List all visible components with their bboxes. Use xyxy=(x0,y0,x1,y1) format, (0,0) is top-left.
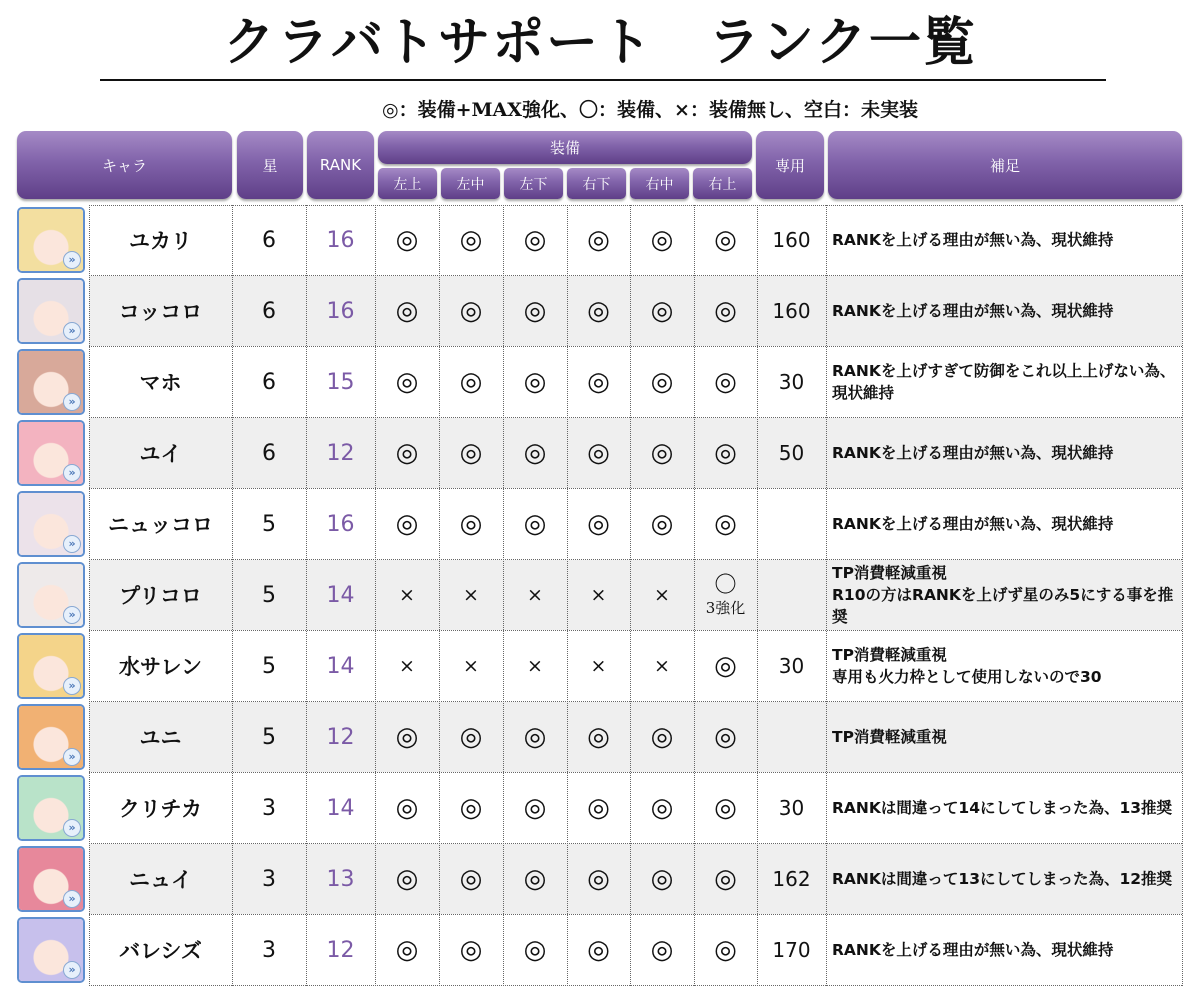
equip-slot-mark: ◎ xyxy=(395,864,419,894)
star-value: 5 xyxy=(262,724,276,750)
equip-slot-mark: ◎ xyxy=(395,793,419,823)
character-name: ユニ xyxy=(139,725,182,750)
table-row xyxy=(89,418,1182,488)
table-row xyxy=(89,205,1182,275)
note-text: RANKを上げる理由が無い為、現状維持 xyxy=(832,941,1114,959)
star-value: 5 xyxy=(262,511,276,537)
equip-slot-mark: × xyxy=(527,655,543,677)
note-text: RANKを上げる理由が無い為、現状維持 xyxy=(832,231,1114,249)
rank-value: 13 xyxy=(326,866,355,892)
note-text: TP消費軽減重視 専用も火力枠として使用しないので30 xyxy=(832,646,1102,686)
chevron-right-icon: » xyxy=(63,606,81,624)
equip-slot-mark: ◎ xyxy=(650,438,674,468)
character-avatar xyxy=(17,633,85,699)
character-name: バレシズ xyxy=(119,938,202,963)
equip-slot-mark: ◎ xyxy=(587,225,610,255)
exclusive-value xyxy=(757,489,826,559)
column-divider xyxy=(630,205,631,986)
equip-slot-mark: ◎ xyxy=(587,296,610,326)
character-avatar xyxy=(17,917,85,983)
character-avatar xyxy=(17,775,85,841)
equip-slot-mark: ◎ xyxy=(714,509,737,539)
chevron-right-icon: » xyxy=(63,251,81,269)
character-name: ニュイ xyxy=(129,867,192,892)
table-row xyxy=(89,631,1182,701)
equip-slot-mark: ◎ xyxy=(650,296,674,326)
note-text: RANKは間違って13にしてしまった為、12推奨 xyxy=(832,870,1173,888)
header-equip: 装備 xyxy=(378,131,752,164)
exclusive-value: 160 xyxy=(772,299,811,323)
equip-slot-mark: × xyxy=(463,584,479,606)
equip-slot-mark: ◎ xyxy=(395,225,419,255)
table-row xyxy=(89,702,1182,772)
note-text: TP消費軽減重視 xyxy=(832,728,947,746)
equip-slot-mark: × xyxy=(527,584,543,606)
chevron-right-icon: » xyxy=(63,535,81,553)
header-slot-3: 左下 xyxy=(504,168,563,199)
equip-slot-mark: ◎ xyxy=(395,296,419,326)
equip-slot-mark: ◎ xyxy=(650,864,674,894)
rank-value: 12 xyxy=(326,440,355,466)
equip-slot-mark: ◎ xyxy=(459,722,483,752)
equip-slot-mark: × xyxy=(463,655,479,677)
equip-slot-mark: × xyxy=(399,655,415,677)
chevron-right-icon: » xyxy=(63,322,81,340)
header-slot-5: 右中 xyxy=(630,168,689,199)
equip-slot-mark: ◎ xyxy=(523,793,547,823)
equip-slot-mark: ◎ xyxy=(459,793,483,823)
character-avatar xyxy=(17,349,85,415)
equip-slot-mark: ◎ xyxy=(459,367,483,397)
table-row xyxy=(89,489,1182,559)
row-divider xyxy=(89,985,1182,986)
rank-value: 14 xyxy=(326,582,355,608)
equip-slot-mark: ◎ xyxy=(650,722,674,752)
equip-slot-mark: × xyxy=(654,655,670,677)
column-divider xyxy=(89,205,90,986)
note-text: RANKを上げる理由が無い為、現状維持 xyxy=(832,444,1114,462)
equip-slot-mark: × xyxy=(654,584,670,606)
rank-value: 16 xyxy=(326,298,355,324)
character-name: 水サレン xyxy=(118,654,203,679)
rank-value: 12 xyxy=(326,937,355,963)
equip-slot-mark: ◎ xyxy=(714,864,737,894)
character-name: プリコロ xyxy=(119,583,202,608)
table-row xyxy=(89,276,1182,346)
equip-slot-mark: ◎ xyxy=(587,722,610,752)
equip-slot-mark: ◎ xyxy=(523,935,547,965)
header-chara: キャラ xyxy=(17,131,232,199)
exclusive-value xyxy=(757,560,826,630)
note-text: RANKを上げすぎて防御をこれ以上上げない為、現状維持 xyxy=(832,362,1176,402)
enhance-level: 3強化 xyxy=(705,599,746,617)
equip-slot-mark xyxy=(694,560,757,630)
character-name: ユイ xyxy=(139,441,182,466)
header-slot-6: 右上 xyxy=(693,168,752,199)
character-avatar xyxy=(17,420,85,486)
character-avatar xyxy=(17,278,85,344)
row-divider xyxy=(89,205,1182,206)
legend: ◎：装備+MAX強化、〇：装備、×：装備無し、空白：未実装 xyxy=(382,99,918,121)
equip-slot-mark: ◎ xyxy=(395,935,419,965)
character-name: クリチカ xyxy=(118,796,203,821)
character-name: ニュッコロ xyxy=(108,512,213,537)
chevron-right-icon: » xyxy=(63,393,81,411)
table-row xyxy=(89,560,1182,630)
rank-value: 15 xyxy=(326,369,355,395)
exclusive-value: 162 xyxy=(772,867,811,891)
equip-slot-mark: ◎ xyxy=(395,509,419,539)
exclusive-value xyxy=(757,702,826,772)
column-divider xyxy=(503,205,504,986)
star-value: 3 xyxy=(262,866,276,892)
rank-value: 16 xyxy=(326,511,355,537)
note-text: TP消費軽減重視 R10の方はRANKを上げず星のみ5にする事を推奨 xyxy=(832,564,1174,626)
equip-slot-mark: ◎ xyxy=(395,722,419,752)
chevron-right-icon: » xyxy=(63,819,81,837)
column-divider xyxy=(694,205,695,986)
star-value: 6 xyxy=(262,440,276,466)
star-value: 6 xyxy=(262,298,276,324)
equip-mark: 〇 xyxy=(714,573,737,598)
star-value: 5 xyxy=(262,653,276,679)
chevron-right-icon: » xyxy=(63,464,81,482)
column-divider xyxy=(826,205,827,986)
star-value: 5 xyxy=(262,582,276,608)
equip-slot-mark: ◎ xyxy=(523,438,547,468)
header-slot-4: 右下 xyxy=(567,168,626,199)
equip-slot-mark: × xyxy=(590,584,607,606)
table-row xyxy=(89,347,1182,417)
rank-value: 16 xyxy=(326,227,355,253)
equip-slot-mark: ◎ xyxy=(714,722,737,752)
equip-slot-mark: ◎ xyxy=(459,296,483,326)
equip-slot-mark: ◎ xyxy=(587,438,610,468)
equip-slot-mark: ◎ xyxy=(395,367,419,397)
table-row xyxy=(89,773,1182,843)
character-name: ユカリ xyxy=(129,228,192,253)
star-value: 6 xyxy=(262,227,276,253)
equip-slot-mark: ◎ xyxy=(714,438,737,468)
character-avatar xyxy=(17,562,85,628)
column-divider xyxy=(232,205,233,986)
exclusive-value: 30 xyxy=(778,654,805,678)
equip-slot-mark: ◎ xyxy=(714,225,737,255)
equip-slot-mark: ◎ xyxy=(523,367,547,397)
equip-slot-mark: ◎ xyxy=(459,935,483,965)
column-divider xyxy=(567,205,568,986)
star-value: 3 xyxy=(262,795,276,821)
equip-slot-mark: × xyxy=(399,584,415,606)
equip-slot-mark: ◎ xyxy=(714,793,737,823)
equip-slot-mark: × xyxy=(590,655,607,677)
note-text: RANKを上げる理由が無い為、現状維持 xyxy=(832,302,1114,320)
equip-slot-mark: ◎ xyxy=(714,296,737,326)
note-text: RANKを上げる理由が無い為、現状維持 xyxy=(832,515,1114,533)
equip-slot-mark: ◎ xyxy=(523,864,547,894)
page-title: クラバトサポート ランク一覧 xyxy=(223,12,977,73)
equip-slot-mark: ◎ xyxy=(395,438,419,468)
equip-slot-mark: ◎ xyxy=(523,225,547,255)
header-slot-2: 左中 xyxy=(441,168,500,199)
equip-slot-mark: ◎ xyxy=(714,367,737,397)
equip-slot-mark: ◎ xyxy=(650,935,674,965)
column-divider xyxy=(1182,205,1183,986)
table-row xyxy=(89,844,1182,914)
equip-slot-mark: ◎ xyxy=(587,793,610,823)
equip-slot-mark: ◎ xyxy=(587,509,610,539)
character-name: コッコロ xyxy=(118,299,203,324)
header-rank: RANK xyxy=(307,131,374,199)
rank-value: 12 xyxy=(326,724,355,750)
column-divider xyxy=(439,205,440,986)
character-name: マホ xyxy=(139,370,182,395)
header-note: 補足 xyxy=(828,131,1182,199)
equip-slot-mark: ◎ xyxy=(523,296,547,326)
character-avatar xyxy=(17,207,85,273)
equip-slot-mark: ◎ xyxy=(459,864,483,894)
character-avatar xyxy=(17,491,85,557)
exclusive-value: 170 xyxy=(772,938,811,962)
rank-value: 14 xyxy=(326,795,355,821)
equip-slot-mark: ◎ xyxy=(650,367,674,397)
equip-slot-mark: ◎ xyxy=(650,509,674,539)
equip-slot-mark: ◎ xyxy=(587,935,610,965)
column-divider xyxy=(757,205,758,986)
character-avatar xyxy=(17,846,85,912)
chevron-right-icon: » xyxy=(63,961,81,979)
equip-slot-mark: ◎ xyxy=(459,509,483,539)
exclusive-value: 50 xyxy=(778,441,805,465)
exclusive-value: 160 xyxy=(772,228,811,252)
rank-value: 14 xyxy=(326,653,355,679)
note-text: RANKは間違って14にしてしまった為、13推奨 xyxy=(832,799,1173,817)
exclusive-value: 30 xyxy=(778,370,805,394)
character-avatar xyxy=(17,704,85,770)
equip-slot-mark: ◎ xyxy=(459,438,483,468)
exclusive-value: 30 xyxy=(778,796,805,820)
chevron-right-icon: » xyxy=(63,677,81,695)
equip-slot-mark: ◎ xyxy=(523,722,547,752)
column-divider xyxy=(306,205,307,986)
star-value: 6 xyxy=(262,369,276,395)
equip-slot-mark: ◎ xyxy=(650,793,674,823)
equip-slot-mark: ◎ xyxy=(714,935,737,965)
equip-slot-mark: ◎ xyxy=(714,651,737,681)
column-divider xyxy=(375,205,376,986)
chevron-right-icon: » xyxy=(63,890,81,908)
equip-slot-mark: ◎ xyxy=(523,509,547,539)
equip-slot-mark: ◎ xyxy=(650,225,674,255)
star-value: 3 xyxy=(262,937,276,963)
header-slot-1: 左上 xyxy=(378,168,437,199)
header-exclusive: 専用 xyxy=(756,131,824,199)
equip-slot-mark: ◎ xyxy=(587,864,610,894)
title-rule xyxy=(100,79,1106,81)
chevron-right-icon: » xyxy=(63,748,81,766)
equip-slot-mark: ◎ xyxy=(459,225,483,255)
header-star: 星 xyxy=(237,131,303,199)
table-row xyxy=(89,915,1182,985)
equip-slot-mark: ◎ xyxy=(587,367,610,397)
